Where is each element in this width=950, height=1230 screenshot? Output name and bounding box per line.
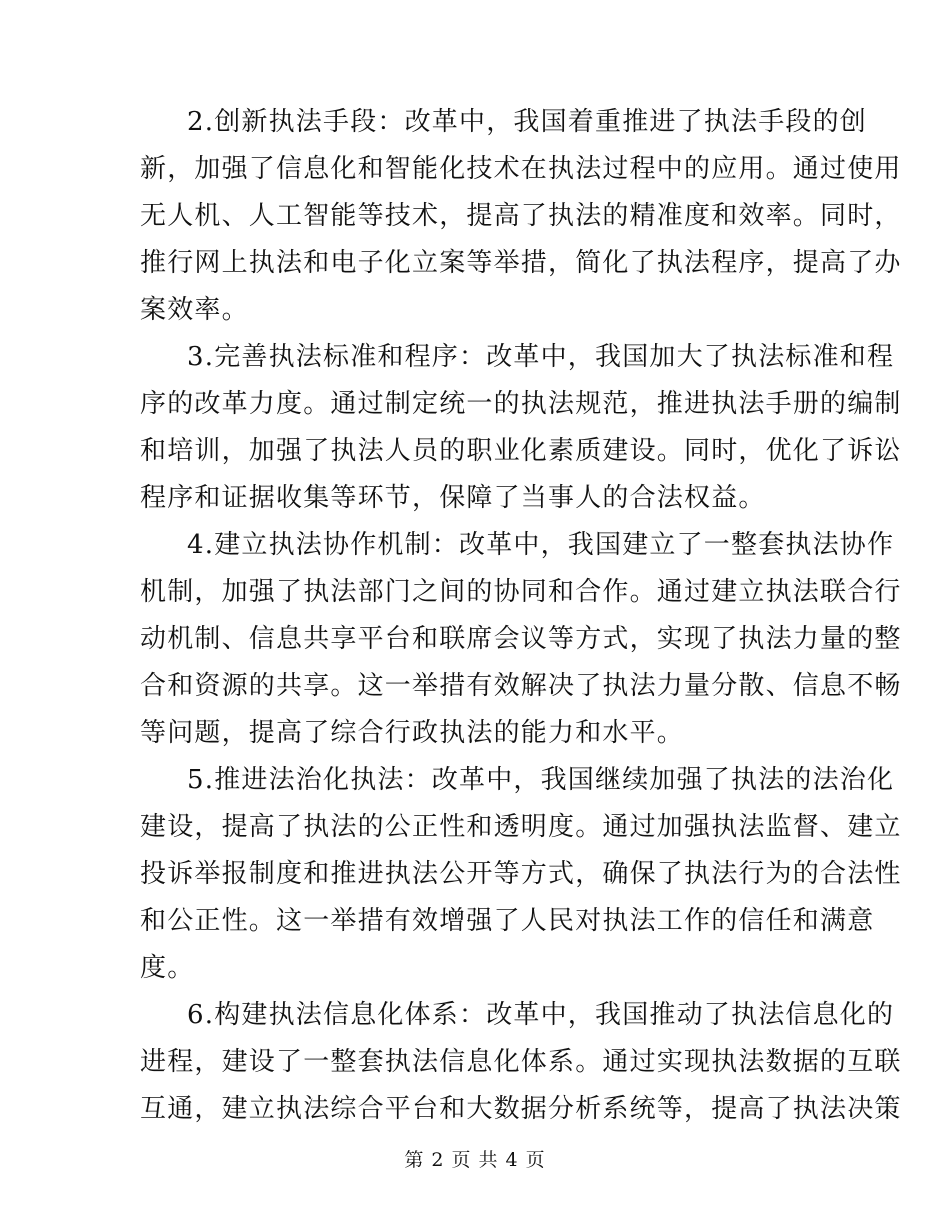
paragraph-5-line-3: 投诉举报制度和推进执法公开等方式，确保了执法行为的合法性 bbox=[140, 859, 902, 889]
paragraph-2-line-2: 新，加强了信息化和智能化技术在执法过程中的应用。通过使用 bbox=[140, 154, 902, 184]
paragraph-6-line-3: 互通，建立执法综合平台和大数据分析系统等，提高了执法决策 bbox=[140, 1094, 902, 1124]
paragraph-5-line-5: 度。 bbox=[140, 953, 195, 983]
paragraph-4-line-4: 合和资源的共享。这一举措有效解决了执法力量分散、信息不畅 bbox=[140, 671, 902, 701]
paragraph-5-line-2: 建设，提高了执法的公正性和透明度。通过加强执法监督、建立 bbox=[140, 812, 902, 842]
paragraph-5-line-4: 和公正性。这一举措有效增强了人民对执法工作的信任和满意 bbox=[140, 906, 875, 936]
document-body bbox=[140, 99, 902, 1133]
paragraph-4-line-2: 机制，加强了执法部门之间的协同和合作。通过建立执法联合行 bbox=[140, 577, 902, 607]
page-number-footer: 第 2 页 共 4 页 bbox=[404, 1149, 546, 1171]
paragraph-2-line-5: 案效率。 bbox=[140, 295, 249, 325]
paragraph-2-line-1: 2.创新执法手段：改革中，我国着重推进了执法手段的创 bbox=[187, 107, 868, 137]
paragraph-2-line-4: 推行网上执法和电子化立案等举措，简化了执法程序，提高了办 bbox=[140, 248, 902, 278]
paragraph-3-line-4: 程序和证据收集等环节，保障了当事人的合法权益。 bbox=[140, 483, 766, 513]
paragraph-3-line-1: 3.完善执法标准和程序：改革中，我国加大了执法标准和程 bbox=[187, 342, 895, 372]
paragraph-6-line-1: 6.构建执法信息化体系：改革中，我国推动了执法信息化的 bbox=[187, 1000, 895, 1030]
paragraph-4-line-5: 等问题，提高了综合行政执法的能力和水平。 bbox=[140, 718, 685, 748]
paragraph-4-line-3: 动机制、信息共享平台和联席会议等方式，实现了执法力量的整 bbox=[140, 624, 902, 654]
paragraph-3-line-3: 和培训，加强了执法人员的职业化素质建设。同时，优化了诉讼 bbox=[140, 436, 902, 466]
paragraph-6-line-2: 进程，建设了一整套执法信息化体系。通过实现执法数据的互联 bbox=[140, 1047, 902, 1077]
paragraph-5-line-1: 5.推进法治化执法：改革中，我国继续加强了执法的法治化 bbox=[187, 765, 895, 795]
paragraph-3-line-2: 序的改革力度。通过制定统一的执法规范，推进执法手册的编制 bbox=[140, 389, 902, 419]
paragraph-2-line-3: 无人机、人工智能等技术，提高了执法的精准度和效率。同时， bbox=[140, 201, 902, 231]
paragraph-4-line-1: 4.建立执法协作机制：改革中，我国建立了一整套执法协作 bbox=[187, 530, 895, 560]
